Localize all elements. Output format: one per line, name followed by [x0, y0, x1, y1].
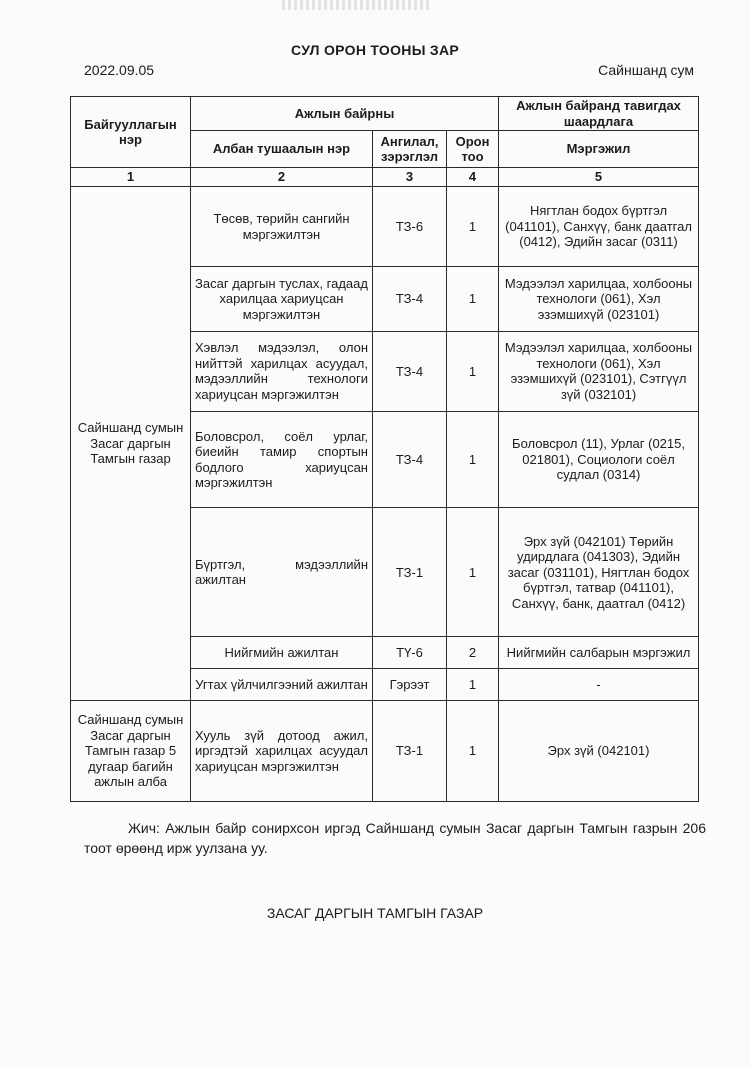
profession-cell: Эрх зүй (042101) Төрийн удирдлага (041303), Эдийн засаг (031101), Нягтлан бодох бүртгэл, татвар (041101), Санхүү, банк, даатгал (0412) — [499, 508, 699, 637]
column-number: 4 — [447, 168, 499, 187]
profession-cell: - — [499, 669, 699, 701]
count-cell: 1 — [447, 412, 499, 508]
signature-line: ЗАСАГ ДАРГЫН ТАМГЫН ГАЗАР — [266, 905, 484, 921]
count-cell: 1 — [447, 267, 499, 331]
grade-cell: ТЗ-4 — [373, 331, 447, 411]
profession-cell: Эрх зүй (042101) — [499, 701, 699, 802]
header-count: Орон тоо — [447, 131, 499, 168]
count-cell: 1 — [447, 186, 499, 266]
vacancy-table — [70, 96, 699, 802]
column-number: 2 — [191, 168, 373, 187]
org-cell: Сайншанд сумын Засаг даргын Тамгын газар 5 дугаар багийн ажлын алба — [71, 701, 191, 802]
grade-cell: ТЗ-1 — [373, 508, 447, 637]
count-cell: 1 — [447, 508, 499, 637]
position-cell: Нийгмийн ажилтан — [191, 637, 373, 669]
grade-cell: Гэрээт — [373, 669, 447, 701]
position-cell: Төсөв, төрийн сангийн мэргэжилтэн — [191, 186, 373, 266]
header-position: Албан тушаалын нэр — [191, 131, 373, 168]
grade-cell: ТҮ-6 — [373, 637, 447, 669]
position-cell: Боловсрол, соёл урлаг, биеийн тамир спортын бодлого хариуцсан мэргэжилтэн — [191, 412, 373, 508]
profession-cell: Нягтлан бодох бүртгэл (041101), Санхүү, банк даатгал (0412), Эдийн засаг (0311) — [499, 186, 699, 266]
profession-cell: Боловсрол (11), Урлаг (0215, 021801), Социологи соёл судлал (0314) — [499, 412, 699, 508]
header-job: Ажлын байрны — [191, 97, 499, 131]
footnote: Жич: Ажлын байр сонирхсон иргэд Сайншанд сумын Засаг даргын Тамгын газрын 206 тоот өрөөнд ирж уулзана уу. — [84, 820, 706, 856]
document-title: СУЛ ОРОН ТООНЫ ЗАР — [290, 42, 460, 58]
profession-cell: Мэдээлэл харилцаа, холбооны технологи (061), Хэл эзэмшихүй (023101), Сэтгүүл зүй (032101) — [499, 331, 699, 411]
header-requirements: Ажлын байранд тавигдах шаардлага — [499, 97, 699, 131]
org-cell: Сайншанд сумын Засаг даргын Тамгын газар — [71, 186, 191, 701]
column-number: 1 — [71, 168, 191, 187]
position-cell: Хууль зүй дотоод ажил, иргэдтэй харилцах асуудал хариуцсан мэргэжилтэн — [191, 701, 373, 802]
count-cell: 1 — [447, 701, 499, 802]
header-org: Байгууллагын нэр — [71, 97, 191, 168]
grade-cell: ТЗ-1 — [373, 701, 447, 802]
count-cell: 1 — [447, 331, 499, 411]
scan-artifact — [282, 0, 432, 10]
position-cell: Хэвлэл мэдээлэл, олон нийттэй харилцах асуудал, мэдээллийн технологи хариуцсан мэргэжилтэн — [191, 331, 373, 411]
grade-cell: ТЗ-6 — [373, 186, 447, 266]
document-location: Сайншанд сум — [598, 62, 694, 78]
count-cell: 2 — [447, 637, 499, 669]
header-grade: Ангилал, зэрэглэл — [373, 131, 447, 168]
table-row — [71, 186, 699, 266]
position-cell: Бүртгэл, мэдээллийн ажилтан — [191, 508, 373, 637]
position-cell: Засаг даргын туслах, гадаад харилцаа хариуцсан мэргэжилтэн — [191, 267, 373, 331]
profession-cell: Нийгмийн салбарын мэргэжил — [499, 637, 699, 669]
grade-cell: ТЗ-4 — [373, 267, 447, 331]
grade-cell: ТЗ-4 — [373, 412, 447, 508]
count-cell: 1 — [447, 669, 499, 701]
document-date: 2022.09.05 — [84, 62, 155, 78]
position-cell: Угтах үйлчилгээний ажилтан — [191, 669, 373, 701]
column-number: 3 — [373, 168, 447, 187]
column-number: 5 — [499, 168, 699, 187]
profession-cell: Мэдээлэл харилцаа, холбооны технологи (061), Хэл эзэмшихүй (023101) — [499, 267, 699, 331]
table-row — [71, 701, 699, 802]
header-profession: Мэргэжил — [499, 131, 699, 168]
